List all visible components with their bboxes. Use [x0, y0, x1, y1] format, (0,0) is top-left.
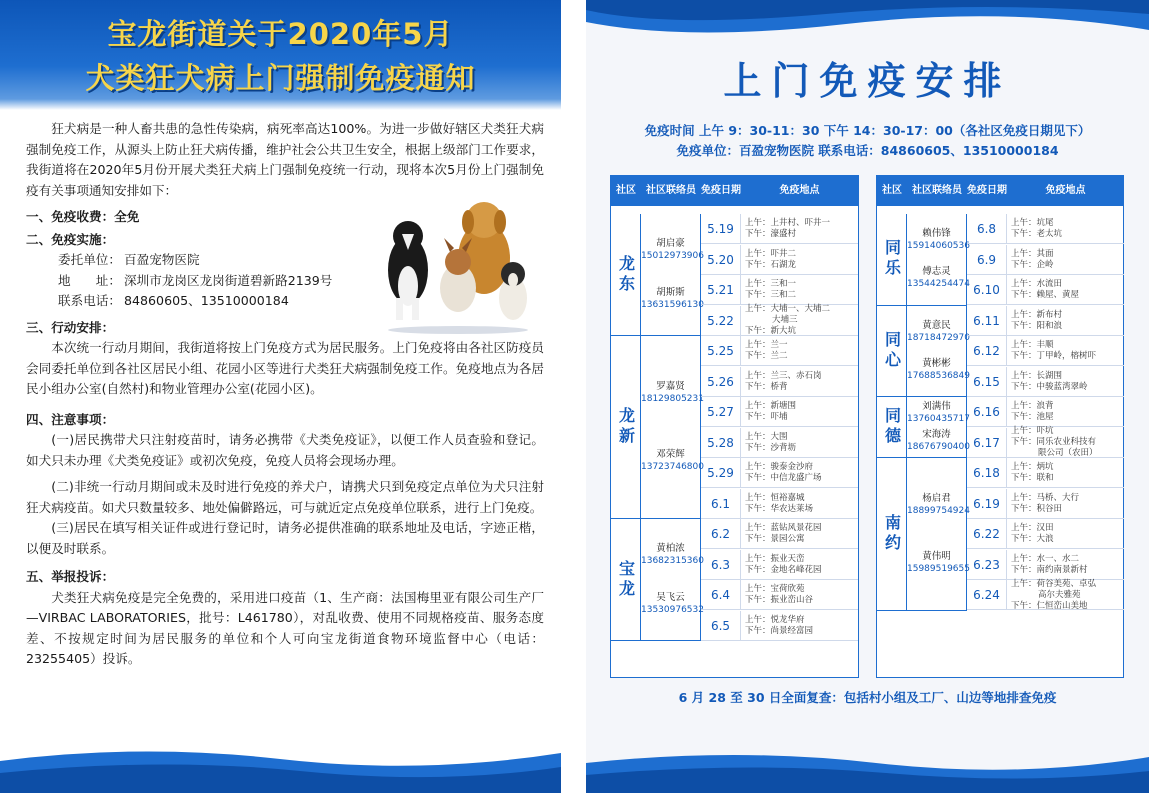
schedule-date: 6.1 [701, 489, 741, 519]
location-pm: 下午：积谷田 [1011, 503, 1063, 514]
schedule-location [745, 306, 857, 336]
schedule-location [1011, 519, 1123, 549]
schedule-location [1011, 397, 1123, 427]
section-implementation: 二、免疫实施： [26, 231, 115, 247]
contact-person [907, 266, 970, 290]
schedule-date: 6.10 [967, 275, 1007, 305]
notice-page [0, 0, 561, 793]
contact-phone: 18676790400 [907, 442, 970, 452]
unit-label: 委托单位： [58, 252, 121, 267]
section-notes: 四、注意事项： [26, 411, 115, 427]
location-am: 上午：浪背 [1011, 401, 1054, 411]
contact-person [907, 492, 970, 517]
schedule-date: 6.19 [967, 489, 1007, 519]
contacts-cell [641, 214, 704, 336]
location-pm: 下午：同乐农业科技有 [1011, 437, 1097, 447]
contact-name: 傅志灵 [922, 266, 951, 278]
schedule-date: 5.28 [701, 428, 741, 458]
contact-phone: 17688536849 [907, 370, 970, 381]
schedule-location [745, 367, 857, 397]
schedule-date: 6.11 [967, 306, 1007, 336]
table-header-2: 免疫日期 [967, 176, 1007, 206]
location-am: 上午：恒裕嘉城 [745, 492, 805, 503]
page-gap [561, 0, 586, 793]
schedule-date: 6.24 [967, 580, 1007, 610]
location-pm: 下午：濠盛村 [745, 229, 797, 239]
contact-name: 杨启君 [922, 492, 951, 504]
schedule-date: 6.12 [967, 336, 1007, 366]
location-pm: 下午：吓埔 [745, 412, 788, 422]
location-am: 上午：水流田 [1011, 279, 1063, 289]
dogs-illustration [378, 198, 540, 334]
contact-phone: 13682315360 [641, 556, 704, 567]
location-pm: 下午：池屋 [1011, 412, 1054, 422]
contact-person [907, 551, 970, 575]
schedule-table-right [876, 175, 1124, 678]
location-am: 上午：兰三、赤石岗 [745, 370, 822, 381]
contact-phone: 18899754924 [907, 505, 970, 516]
schedule-location [745, 275, 857, 305]
section-complaint: 五、举报投诉： [26, 569, 115, 584]
contact-person [641, 543, 704, 567]
unit-value: 百盈宠物医院 [124, 252, 200, 267]
location-pm: 下午：三和二 [745, 290, 797, 300]
contact-phone: 15989519655 [907, 564, 970, 574]
community-name [877, 214, 907, 306]
location-am-extra: 高尔夫雅苑 [1038, 589, 1081, 600]
schedule-location [1011, 336, 1123, 366]
location-am: 上午：长湖围 [1011, 370, 1063, 381]
schedule-date: 5.27 [701, 397, 741, 427]
location-pm: 下午：桥背 [745, 381, 788, 392]
complaint-paragraph: 犬类狂犬病免疫是完全免费的，采用进口疫苗（1、生产商：法国梅里亚有限公司生产厂—VIRBAC LABORATORIES，批号：L461780），对乱收费、使用不同规格疫苗、服务态度差、不按规定时间为居民服务的单位和个人可向宝龙街道食物环境监督中心（电话：23255405）投诉。 [26, 589, 544, 666]
location-am: 上午：坑尾 [1011, 218, 1054, 228]
schedule-location [745, 397, 857, 427]
contact-name: 罗嘉贤 [656, 380, 685, 392]
contacts-cell [641, 519, 704, 641]
schedule-date: 5.21 [701, 275, 741, 305]
location-am: 上午：兰一 [745, 340, 788, 350]
contact-person [641, 380, 704, 405]
location-am: 上午：悦龙华府 [745, 614, 805, 625]
community-name [877, 306, 907, 398]
contact-phone: 15914060536 [907, 241, 970, 252]
community-label: 龙东 [616, 254, 636, 295]
contact-name: 赖伟锋 [922, 228, 951, 240]
schedule-location [745, 489, 857, 519]
location-pm: 下午：华农达莱场 [745, 503, 814, 514]
contact-name: 胡启豪 [656, 238, 685, 250]
location-pm: 下午：企岭 [1011, 259, 1054, 270]
bottom-wave-right [586, 741, 1149, 793]
location-pm-extra: 限公司（农田） [1038, 448, 1098, 458]
recheck-footer: 6 月 28 至 30 日全面复查：包括村小组及工厂、山边等地排查免疫 [678, 690, 1057, 705]
note-3: (三)居民在填写相关证件或进行登记时，请务必提供准确的联系地址及电话，字迹正楷，以便及时联系。 [26, 520, 544, 556]
schedule-date: 6.8 [967, 214, 1007, 244]
contacts-cell [907, 458, 970, 611]
location-pm: 下午：景园公寓 [745, 534, 805, 544]
unit-line: 免疫单位：百盈宠物医院 联系电话：84860605、13510000184 [676, 143, 1059, 158]
schedule-location [745, 428, 857, 458]
community-name [877, 458, 907, 611]
schedule-location [1011, 214, 1123, 244]
schedule-location [745, 611, 857, 641]
location-pm: 下午：尚景经富园 [745, 625, 814, 636]
contacts-cell [641, 336, 704, 519]
contact-person [907, 228, 970, 252]
location-am: 上午：水一、水二 [1011, 553, 1080, 564]
schedule-date: 6.23 [967, 550, 1007, 580]
contact-phone: 18718472970 [907, 332, 970, 343]
location-am: 上午：蓝钻风景花园 [745, 523, 822, 533]
contact-name: 刘满伟 [922, 401, 951, 412]
schedule-title: 上门免疫安排 [723, 59, 1012, 103]
section-fee: 一、免疫收费：全免 [26, 209, 140, 224]
note-1: (一)居民携带犬只注射疫苗时，请务必携带《犬类免疫证》，以便工作人员查验和登记。如犬只未办理《犬类免疫证》或初次免疫，免疫人员将会现场办理。 [26, 432, 544, 468]
schedule-date: 6.22 [967, 519, 1007, 549]
schedule-location [1011, 580, 1123, 610]
location-am: 上午：大埔一、大埔二 [745, 304, 831, 314]
schedule-date: 6.3 [701, 550, 741, 580]
contact-name: 黄伟明 [922, 551, 951, 562]
phone-label: 联系电话： [58, 293, 121, 308]
schedule-location [745, 550, 857, 580]
schedule-date: 5.29 [701, 458, 741, 488]
schedule-location [745, 580, 857, 610]
location-am: 上午：汉田 [1011, 523, 1054, 533]
table-header-0: 社区 [611, 176, 641, 206]
schedule-date: 6.2 [701, 519, 741, 549]
time-line: 免疫时间 上午 9：30-11：30 下午 14：30-17：00（各社区免疫日期见下） [644, 123, 1091, 138]
schedule-date: 6.15 [967, 367, 1007, 397]
location-pm: 下午：沙背坜 [745, 442, 797, 453]
schedule-table-left [610, 175, 859, 678]
contact-phone: 13760435717 [907, 414, 970, 424]
community-label: 龙新 [616, 407, 636, 447]
schedule-location [1011, 428, 1123, 458]
location-am: 上午：马桥、大行 [1011, 492, 1080, 503]
contact-phone: 13723746800 [641, 462, 704, 473]
notice-title-line2: 犬类狂犬病上门强制免疫通知 [85, 61, 476, 95]
location-am-extra: 大埔三 [772, 315, 798, 325]
community-label: 同德 [882, 407, 902, 447]
community-name [611, 214, 641, 336]
schedule-date: 6.17 [967, 428, 1007, 458]
location-pm: 下午：仁恒峦山美地 [1011, 600, 1088, 611]
location-am: 上午：其面 [1011, 248, 1054, 259]
schedule-location [745, 245, 857, 275]
schedule-location [745, 519, 857, 549]
location-am: 上午：骏泰金沙府 [745, 462, 814, 472]
location-am: 上午：吓井二 [745, 248, 797, 259]
location-pm: 下午：赖屋、黄屋 [1011, 290, 1080, 300]
contact-person [641, 449, 704, 473]
location-pm: 下午：兰二 [745, 351, 788, 361]
location-am: 上午：炳坑 [1011, 462, 1054, 472]
bottom-wave [0, 733, 561, 793]
schedule-date: 6.5 [701, 611, 741, 641]
table-header-3: 免疫地点 [1007, 176, 1124, 206]
contact-phone: 15012973906 [641, 251, 704, 262]
schedule-date: 6.18 [967, 458, 1007, 488]
table-header-2: 免疫日期 [701, 176, 741, 206]
contact-person [907, 357, 970, 382]
schedule-date: 5.19 [701, 214, 741, 244]
location-pm: 下午：联和 [1011, 473, 1054, 483]
location-pm: 下午：金地名峰花园 [745, 564, 822, 575]
location-am: 上午：吓坑 [1011, 426, 1054, 436]
community-label: 同心 [882, 330, 902, 371]
location-pm: 下午：中骏蓝湾翠岭 [1011, 381, 1088, 392]
schedule-date: 5.25 [701, 336, 741, 366]
contact-name: 黄彬彬 [922, 357, 951, 369]
table-header-1: 社区联络员 [641, 176, 701, 206]
contact-person [907, 319, 970, 344]
contact-person [641, 591, 704, 616]
schedule-location [745, 336, 857, 366]
schedule-paragraph: 本次统一行动月期间，我街道将按上门免疫方式为居民服务。上门免疫将由各社区防疫员会同委托单位到各社区居民小组、花园小区等进行犬类狂犬病强制免疫工作。免疫地点为各居民小组办公室(自然村)和物业管理办公室(花园小区)。 [26, 340, 544, 396]
location-am: 上午：新布村 [1011, 309, 1063, 320]
community-name [877, 397, 907, 458]
table-header-1: 社区联络员 [907, 176, 967, 206]
contact-person [907, 429, 970, 453]
location-am: 上午：振业天峦 [745, 553, 805, 564]
community-name [611, 519, 641, 641]
location-pm: 下午：丁甲岭，榕树吓 [1011, 351, 1097, 361]
contact-name: 吴飞云 [656, 591, 685, 603]
note-2: (二)非统一行动月期间或未及时进行免疫的养犬户，请携犬只到免疫定点单位为犬只注射狂犬病疫苗。如犬只数量较多、地处偏僻路远，可与就近定点免疫单位联系，进行上门免疫。 [26, 479, 544, 515]
community-name [611, 336, 641, 519]
contact-person [641, 286, 704, 311]
schedule-location [1011, 275, 1123, 305]
notice-title-line1: 宝龙街道关于2020年5月 [107, 17, 454, 51]
location-am: 上午：荷谷美苑、卓弘 [1011, 578, 1097, 589]
location-pm: 下午：振业峦山谷 [745, 595, 814, 605]
contacts-cell [907, 306, 970, 398]
location-pm: 下午：中信龙盛广场 [745, 473, 822, 483]
schedule-location [745, 458, 857, 488]
contact-person [641, 238, 704, 262]
schedule-location [1011, 489, 1123, 519]
contact-name: 邓荣辉 [656, 449, 685, 461]
address-label: 地 址： [58, 272, 121, 288]
location-pm: 下午：新大坑 [745, 326, 797, 336]
location-am: 上午：新塘围 [745, 401, 797, 411]
schedule-page [586, 0, 1149, 793]
schedule-date: 6.9 [967, 245, 1007, 275]
location-am: 上午：三和一 [745, 279, 797, 289]
location-pm: 下午：南约南景新村 [1011, 564, 1088, 575]
schedule-location [1011, 306, 1123, 336]
location-am: 上午：宝荷欣苑 [745, 584, 805, 594]
phone-value: 84860605、13510000184 [124, 293, 289, 308]
top-wave [586, 0, 1149, 50]
schedule-date: 5.22 [701, 306, 741, 336]
location-am: 上午：丰顺 [1011, 340, 1054, 350]
location-pm: 下午：阳和浪 [1011, 320, 1063, 331]
table-header-0: 社区 [877, 176, 907, 206]
schedule-date: 5.26 [701, 367, 741, 397]
schedule-location [1011, 367, 1123, 397]
community-label: 同乐 [882, 239, 902, 280]
contacts-cell [907, 397, 970, 458]
schedule-location [1011, 550, 1123, 580]
contacts-cell [907, 214, 970, 306]
section-schedule: 三、行动安排： [26, 319, 115, 335]
location-am: 上午：大围 [745, 431, 788, 442]
location-pm: 下午：石湖龙 [745, 259, 797, 270]
schedule-date: 5.20 [701, 245, 741, 275]
schedule-location [1011, 458, 1123, 488]
address-value: 深圳市龙岗区龙岗街道碧新路2139号 [124, 272, 333, 288]
contact-phone: 13530976532 [641, 604, 704, 615]
intro-paragraph: 狂犬病是一种人畜共患的急性传染病，病死率高达100%。为进一步做好辖区犬类狂犬病强制免疫工作，从源头上防止狂犬病传播，维护社会公共卫生安全，根据上级部门工作要求，我街道将在2020年5月份开展犬类狂犬病上门强制免疫统一行动，现将本次5月份上门强制免疫有关事项通知安排如下： [26, 121, 544, 198]
schedule-date: 6.16 [967, 397, 1007, 427]
schedule-date: 6.4 [701, 580, 741, 610]
table-header-3: 免疫地点 [741, 176, 858, 206]
schedule-location [745, 214, 857, 244]
location-am: 上午：上井村、吓井一 [745, 218, 831, 228]
contact-name: 黄柏浓 [656, 543, 685, 555]
community-label: 宝龙 [616, 559, 636, 600]
contact-name: 胡斯斯 [656, 286, 685, 298]
community-label: 南约 [882, 513, 902, 554]
contact-phone: 13544254474 [907, 279, 970, 290]
contact-name: 黄意民 [922, 319, 951, 331]
contact-phone: 13631596130 [641, 299, 704, 310]
contact-phone: 18129805231 [641, 393, 704, 404]
location-pm: 下午：老太坑 [1011, 229, 1063, 239]
contact-name: 宋海涛 [922, 429, 951, 440]
schedule-location [1011, 245, 1123, 275]
location-pm: 下午：大浪 [1011, 534, 1054, 544]
contact-person [907, 401, 970, 425]
